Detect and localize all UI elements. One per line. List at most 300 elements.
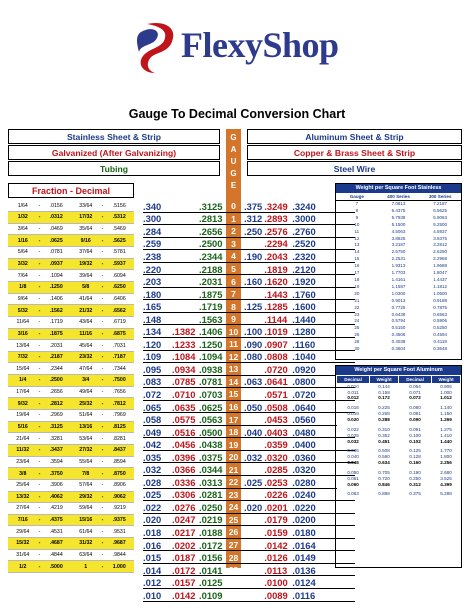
tubing-value: .1563 <box>199 313 223 325</box>
decimal-cell: .3594 <box>41 456 71 468</box>
separator-cell: - <box>38 444 42 456</box>
separator-cell: - <box>100 549 104 561</box>
separator-cell: - <box>100 247 104 259</box>
separator-cell: - <box>38 200 42 212</box>
separator-cell: - <box>38 316 42 328</box>
gauge-value: 12 <box>354 235 360 241</box>
series-300-value: 0.5906 <box>433 318 448 324</box>
al-weight: 1.770 <box>440 448 452 454</box>
steel-wire-value: .0200 <box>292 514 316 526</box>
fraction-decimal-header: Fraction - Decimal <box>8 183 134 198</box>
gauge-number: 4 <box>231 251 236 262</box>
gauge-value: 24 <box>354 318 360 324</box>
series-300-value: 1.9688 <box>433 263 448 269</box>
fraction-cell: 7/32 <box>8 351 38 363</box>
series-300-value: 5.2500 <box>433 221 448 227</box>
gauge-number: 19 <box>228 439 239 450</box>
aluminum-value <box>241 238 262 251</box>
steel-wire-value: .3240 <box>292 200 316 212</box>
gauge-value: 26 <box>354 332 360 338</box>
al-weight: 1.800 <box>440 454 452 460</box>
separator-cell: - <box>38 363 42 375</box>
tubing-value: .0344 <box>199 464 223 476</box>
fraction-cell: 29/32 <box>71 491 101 503</box>
separator-cell: - <box>38 538 42 550</box>
copper-value: .2576 <box>264 225 288 237</box>
separator-cell: - <box>100 398 104 410</box>
gauge-value: 19 <box>354 283 360 289</box>
steel-wire-value: .2760 <box>292 225 316 237</box>
al-weight: 1.150 <box>440 411 452 417</box>
series-400-value: 1.1587 <box>391 283 406 289</box>
gauge-value: 16 <box>354 263 360 269</box>
aluminum-value <box>241 551 262 564</box>
aluminum-value: .160 <box>244 276 263 288</box>
al-decimal: 0.190 <box>409 469 421 475</box>
al-decimal: 0.016 <box>347 405 359 411</box>
al-weight: 0.906 <box>440 383 452 389</box>
separator-cell: - <box>38 526 42 538</box>
fraction-cell: 19/32 <box>71 258 101 270</box>
aluminum-weight-row <box>337 417 461 425</box>
brand-name: FlexyShop <box>181 25 339 65</box>
gauge-row <box>143 489 318 502</box>
series-400-value: 3.2187 <box>391 242 406 248</box>
separator-cell: - <box>100 212 104 224</box>
separator-cell: - <box>38 270 42 282</box>
gauge-value: 25 <box>354 325 360 331</box>
separator-cell: - <box>38 514 42 526</box>
aluminum-weight-row <box>337 439 461 447</box>
decimal-cell: .5156 <box>104 200 134 212</box>
stainless-value: .300 <box>143 213 162 225</box>
stainless-value: .025 <box>143 489 162 501</box>
al-decimal: 0.091 <box>409 426 421 432</box>
gauge-number: 6 <box>231 276 236 287</box>
series-300-value: 1.8047 <box>433 270 448 276</box>
al-weight: 0.634 <box>370 460 399 468</box>
separator-cell: - <box>38 491 42 503</box>
fraction-cell: 21/32 <box>71 305 101 317</box>
series-400-column <box>378 201 420 353</box>
tubing-value: .2813 <box>199 213 223 225</box>
series-300-value: 3.2812 <box>433 242 448 248</box>
stainless-value: .083 <box>143 376 162 388</box>
fraction-cell: 3/8 <box>8 468 38 480</box>
galvanized-value: .0575 <box>172 414 196 426</box>
al-weight: 0.268 <box>378 411 390 417</box>
fraction-cell: 27/32 <box>71 444 101 456</box>
aluminum-value: .100 <box>244 326 263 338</box>
fraction-cell: 59/64 <box>71 503 101 515</box>
tubing-value: .2500 <box>199 238 223 250</box>
fraction-row <box>8 375 134 387</box>
decimal-cell: .9844 <box>104 549 134 561</box>
stainless-value: .035 <box>143 451 162 463</box>
decimal-cell: .9062 <box>104 491 134 503</box>
gauge-number: 14 <box>228 376 239 387</box>
fraction-cell: 31/64 <box>8 549 38 561</box>
tubing-value: .1250 <box>199 338 223 350</box>
stainless-value: .022 <box>143 501 162 513</box>
gauge-value: 30 <box>354 346 360 352</box>
copper-value: .0126 <box>264 552 288 564</box>
gauge-column-header <box>226 129 241 195</box>
fraction-row <box>8 293 134 305</box>
series-400-value: 5.1500 <box>391 221 406 227</box>
series-300-value: 4.5937 <box>433 228 448 234</box>
gauge-row <box>143 363 318 376</box>
copper-value: .1443 <box>264 288 288 300</box>
stainless-value: .095 <box>143 363 162 375</box>
stainless-value: .018 <box>143 526 162 538</box>
gauge-letter: U <box>230 157 237 166</box>
gauge-row <box>143 388 318 401</box>
steel-wire-value: .0180 <box>292 526 316 538</box>
separator-cell: - <box>100 386 104 398</box>
stainless-weight-list <box>336 201 461 353</box>
gauge-number: 3 <box>231 238 236 249</box>
tubing-value: .0438 <box>199 439 223 451</box>
stainless-value: .020 <box>143 514 162 526</box>
series-400-value: 0.9013 <box>391 297 406 303</box>
gauge-number: 11 <box>228 339 239 350</box>
fraction-cell: 57/64 <box>71 479 101 491</box>
separator-cell: - <box>38 549 42 561</box>
brand-logo <box>135 18 355 78</box>
fraction-row <box>8 561 134 573</box>
gauge-value: 28 <box>354 339 360 345</box>
series-400-value: 3.8625 <box>391 235 406 241</box>
fraction-cell: 51/64 <box>71 410 101 422</box>
decimal-cell: .7344 <box>104 363 134 375</box>
decimal-cell: .8437 <box>104 444 134 456</box>
separator-cell: - <box>100 340 104 352</box>
gauge-number: 7 <box>231 289 236 300</box>
separator-cell: - <box>38 456 42 468</box>
gauge-value: 18 <box>354 277 360 282</box>
stainless-value: .014 <box>143 564 162 576</box>
gauge-number: 5 <box>231 264 236 274</box>
gauge-value: 17 <box>354 270 360 276</box>
gauge-row <box>143 300 318 313</box>
copper-value: .1144 <box>264 313 288 325</box>
tubing-value: .1875 <box>199 288 223 300</box>
separator-cell: - <box>38 305 42 317</box>
fraction-row <box>8 258 134 270</box>
gauge-number: 31 <box>228 590 239 601</box>
fraction-row <box>8 235 134 247</box>
steel-wire-value: .3000 <box>292 213 316 225</box>
galvanized-value: .0217 <box>172 526 196 538</box>
separator-cell: - <box>100 258 104 270</box>
fraction-cell: 5/8 <box>71 281 101 293</box>
series-300-value: 2.2968 <box>433 256 448 262</box>
aluminum-value: .050 <box>244 401 263 413</box>
fraction-cell: 9/16 <box>71 235 101 247</box>
decimal-cell: .8281 <box>104 433 134 445</box>
al-weight: 0.451 <box>370 439 399 447</box>
fraction-cell: 13/16 <box>71 421 101 433</box>
series-300-value: 0.4119 <box>433 339 447 345</box>
steel-wire-value: .0560 <box>292 414 316 426</box>
copper-value: .0159 <box>264 526 288 538</box>
gauge-row <box>143 238 318 251</box>
aluminum-value: .032 <box>244 451 263 463</box>
tubing-value: .0141 <box>199 564 223 576</box>
stainless-value: .120 <box>143 338 162 350</box>
fraction-cell: 37/64 <box>71 247 101 259</box>
separator-cell: - <box>100 270 104 282</box>
fraction-cell: 11/16 <box>71 328 101 340</box>
series-300-value: 3.9375 <box>433 235 448 241</box>
aluminum-weight-row <box>337 425 461 433</box>
stainless-value: .134 <box>143 326 162 338</box>
decimal-cell: .2187 <box>41 351 71 363</box>
aluminum-value: .040 <box>244 426 263 438</box>
galvanized-value: .0187 <box>172 552 196 564</box>
series-300-value: 0.5250 <box>433 325 448 331</box>
gauge-number: 27 <box>228 540 239 551</box>
decimal-cell: .2812 <box>41 398 71 410</box>
galvanized-value: .1233 <box>172 338 196 350</box>
al-decimal: 0.025 <box>347 432 359 438</box>
series-400-value: 0.6438 <box>391 311 406 317</box>
stainless-value: .165 <box>143 301 162 313</box>
al-decimal: 0.011 <box>347 389 359 395</box>
separator-cell: - <box>100 538 104 550</box>
fraction-cell: 1/8 <box>8 281 38 293</box>
fraction-cell: 3/4 <box>71 375 101 387</box>
tubing-value: .0250 <box>199 501 223 513</box>
copper-value: .0089 <box>264 589 288 601</box>
series-400-value: 6.4375 <box>391 207 406 213</box>
fraction-cell: 15/64 <box>8 363 38 375</box>
gauge-row <box>143 200 318 213</box>
series-400-value: 2.2531 <box>391 256 406 262</box>
copper-value: .0320 <box>264 451 288 463</box>
aluminum-value <box>241 313 262 326</box>
separator-cell: - <box>38 398 42 410</box>
fraction-cell: 9/64 <box>8 293 38 305</box>
gauge-decimal-table <box>143 200 318 602</box>
series-300-value: 1.0500 <box>433 290 448 296</box>
galvanized-value <box>172 313 199 326</box>
separator-cell: - <box>100 305 104 317</box>
decimal-cell: .6094 <box>104 270 134 282</box>
separator-cell: - <box>38 433 42 445</box>
copper-value: .0285 <box>264 464 288 476</box>
copper-header: Copper & Brass Sheet & Strip <box>247 145 462 160</box>
separator-cell: - <box>38 468 42 480</box>
copper-value: .0226 <box>264 489 288 501</box>
copper-value: .0142 <box>264 539 288 551</box>
tubing-value: .0219 <box>199 514 223 526</box>
al-decimal: 0.040 <box>347 454 359 460</box>
aluminum-value: .063 <box>244 376 263 388</box>
decimal-cell: .9531 <box>104 526 134 538</box>
separator-cell: - <box>38 351 42 363</box>
galvanized-value: .0172 <box>172 564 196 576</box>
copper-value: .0907 <box>264 338 288 350</box>
fraction-cell: 5/32 <box>8 305 38 317</box>
decimal-cell: .7187 <box>104 351 134 363</box>
fraction-cell: 29/64 <box>8 526 38 538</box>
decimal-cell: .5312 <box>104 212 134 224</box>
decimal-cell: .5625 <box>104 235 134 247</box>
al-decimal: 0.032 <box>337 439 370 447</box>
stainless-weight-box <box>335 183 462 360</box>
separator-cell: - <box>100 351 104 363</box>
galvanized-value <box>172 225 199 238</box>
aluminum-value: .125 <box>244 301 263 313</box>
galvanized-value <box>172 238 199 251</box>
tubing-value: .0156 <box>199 552 223 564</box>
separator-cell: - <box>38 223 42 235</box>
gauge-row <box>143 426 318 439</box>
stainless-weight-subheader <box>336 193 461 201</box>
separator-cell: - <box>100 375 104 387</box>
series-400-value: 5.7938 <box>391 214 406 220</box>
aluminum-value: .020 <box>244 501 263 513</box>
galvanized-value <box>172 288 199 301</box>
gauge-value: 22 <box>354 304 360 310</box>
al-weight: 4.399 <box>432 482 461 490</box>
series-400-value: 4.5063 <box>391 228 406 234</box>
tubing-value: .2344 <box>199 250 223 262</box>
aluminum-weight-row <box>337 460 461 468</box>
gauge-number: 15 <box>228 389 239 400</box>
fraction-row <box>8 305 134 317</box>
decimal-cell: .4062 <box>41 491 71 503</box>
gauge-letter: G <box>230 169 237 178</box>
copper-value: .1019 <box>264 326 288 338</box>
aluminum-weight-row <box>337 403 461 411</box>
al-decimal: 0.063 <box>347 491 359 497</box>
steel-wire-value: .0280 <box>292 476 316 488</box>
gauge-row <box>143 351 318 364</box>
fraction-row <box>8 526 134 538</box>
steel-wire-value: .0720 <box>292 388 316 400</box>
aluminum-weight-row <box>337 446 461 454</box>
al-decimal: 0.051 <box>347 475 359 481</box>
fraction-row <box>8 386 134 398</box>
gauge-row <box>143 313 318 326</box>
fraction-row <box>8 421 134 433</box>
aluminum-value: .190 <box>244 250 263 262</box>
copper-value: .0508 <box>264 401 288 413</box>
separator-cell: - <box>38 410 42 422</box>
series-300-value: 7.2187 <box>433 201 448 207</box>
al-weight: 1.275 <box>440 426 452 432</box>
decimal-cell: .7812 <box>104 398 134 410</box>
aluminum-value: .375 <box>244 200 263 212</box>
copper-value: .0100 <box>264 577 288 589</box>
aluminum-value <box>241 263 262 276</box>
separator-cell: - <box>38 375 42 387</box>
al-decimal: 0.102 <box>398 439 431 447</box>
stainless-value: .032 <box>143 464 162 476</box>
gauge-number: 29 <box>228 565 239 576</box>
stainless-value: .012 <box>143 577 162 589</box>
al-decimal: 0.064 <box>409 383 421 389</box>
separator-cell: - <box>100 456 104 468</box>
fraction-cell: 1/64 <box>8 200 38 212</box>
gauge-value: 20 <box>354 290 360 296</box>
al-decimal: 0.012 <box>337 395 370 403</box>
separator-cell: - <box>100 363 104 375</box>
series-300-value: 0.7875 <box>433 304 448 310</box>
fraction-cell: 39/64 <box>71 270 101 282</box>
separator-cell: - <box>100 479 104 491</box>
fraction-row <box>8 340 134 352</box>
series-400-value: 1.4161 <box>391 277 406 282</box>
aluminum-weight-row <box>337 395 461 403</box>
gauge-value: 9 <box>355 214 359 220</box>
al-decimal: 0.010 <box>347 383 359 389</box>
col-gauge-label: Gauge <box>349 193 364 199</box>
separator-cell: - <box>100 503 104 515</box>
gauge-row <box>143 263 318 276</box>
tubing-value: .1094 <box>199 351 223 363</box>
fraction-row <box>8 514 134 526</box>
series-400-value: 1.7703 <box>391 270 406 276</box>
steel-wire-value: .0360 <box>292 451 316 463</box>
tubing-value: .0188 <box>199 526 223 538</box>
stainless-value: .220 <box>143 263 162 275</box>
tubing-value: .1406 <box>199 326 223 338</box>
gauge-number: 1 <box>231 213 236 224</box>
tubing-value: .0109 <box>199 589 223 601</box>
copper-value: .0720 <box>264 363 288 375</box>
stainless-header: Stainless Sheet & Strip <box>8 129 220 144</box>
fraction-cell: 1/32 <box>8 212 38 224</box>
al-decimal: 0.081 <box>409 411 421 417</box>
steel-wire-value: .1440 <box>292 313 316 325</box>
fraction-cell: 25/64 <box>8 479 38 491</box>
al-decimal: 0.050 <box>347 469 359 475</box>
stainless-value: .058 <box>143 414 162 426</box>
separator-cell: - <box>100 281 104 293</box>
decimal-cell: .6875 <box>104 328 134 340</box>
series-300-value: 5.9063 <box>433 214 448 220</box>
al-weight: 1.269 <box>432 417 461 425</box>
tubing-value: .3125 <box>199 200 223 212</box>
page-title: Gauge To Decimal Conversion Chart <box>128 107 346 121</box>
decimal-cell: .6406 <box>104 293 134 305</box>
gauge-row <box>143 589 318 602</box>
steel-wire-value: .2120 <box>292 263 316 275</box>
steel-wire-value: .0480 <box>292 426 316 438</box>
galvanized-value: .0396 <box>172 451 196 463</box>
decimal-cell: 1.000 <box>104 561 134 573</box>
fraction-row <box>8 503 134 515</box>
gauge-number: 9 <box>231 314 236 325</box>
fraction-cell: 9/32 <box>8 398 38 410</box>
copper-value: .2893 <box>264 213 288 225</box>
steel-wire-header: Steel Wire <box>247 161 462 176</box>
gauge-number: 25 <box>228 514 239 525</box>
galvanized-value <box>172 300 199 313</box>
steel-wire-value: .0220 <box>292 501 316 513</box>
fraction-row <box>8 351 134 363</box>
steel-wire-value: .1920 <box>292 276 316 288</box>
fraction-row <box>8 223 134 235</box>
decimal-cell: .7969 <box>104 410 134 422</box>
copper-value: .0641 <box>264 376 288 388</box>
separator-cell: - <box>100 421 104 433</box>
separator-cell: - <box>100 293 104 305</box>
